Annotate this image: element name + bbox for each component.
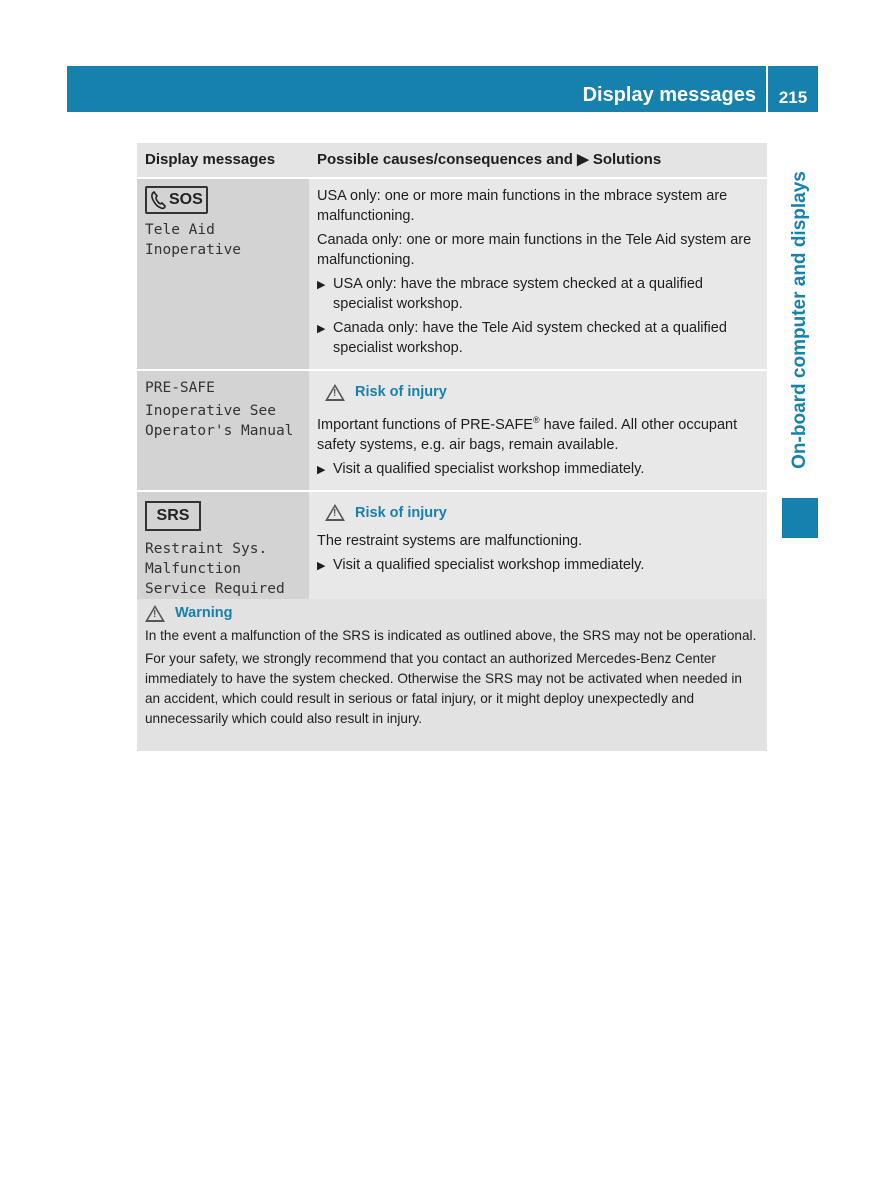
solution-step-text: Visit a qualified specialist workshop immediately. (333, 460, 645, 477)
header-bar (67, 66, 766, 112)
solution-step-text: Visit a qualified specialist workshop immediately. (333, 556, 645, 573)
message-line: Inoperative See (145, 403, 276, 419)
table-row (137, 491, 767, 606)
risk-of-injury-heading (325, 503, 759, 523)
message-line: PRE-SAFE (145, 380, 215, 396)
warning-triangle-icon (325, 504, 345, 521)
solution-step-text: Canada only: have the Tele Aid system checked at a qualified specialist workshop. (333, 320, 727, 356)
step-arrow-icon: ▶ (317, 323, 326, 335)
message-cell (137, 178, 309, 370)
risk-of-injury-heading (325, 382, 759, 402)
srs-icon: SRS (145, 501, 201, 531)
display-messages-table (137, 143, 767, 606)
solution-step (317, 459, 759, 479)
warning-triangle-icon (145, 605, 165, 622)
step-arrow-icon: ▶ (317, 463, 326, 476)
warning-label: Warning (175, 605, 233, 621)
warning-triangle-icon (325, 384, 345, 401)
sos-icon-text: SOS (169, 191, 203, 208)
solution-step-text: USA only: have the mbrace system checked at a qualified specialist workshop. (333, 276, 703, 312)
cause-paragraph: Canada only: one or more main functions in the Tele Aid system are malfunctioning. (317, 232, 752, 268)
message-cell (137, 491, 309, 606)
warning-box (137, 599, 767, 751)
page-title: Display messages (582, 84, 756, 106)
registered-mark: ® (532, 415, 540, 425)
step-arrow-icon: ▶ (317, 559, 326, 572)
page-number-box (768, 66, 818, 112)
table-row (137, 370, 767, 491)
solution-step (317, 274, 759, 314)
risk-label: Risk of injury (355, 504, 447, 521)
cause-paragraph: USA only: one or more main functions in the mbrace system are malfunctioning. (317, 188, 728, 224)
cause-paragraph (317, 410, 759, 455)
risk-label: Risk of injury (355, 384, 447, 400)
message-cell (137, 370, 309, 491)
side-tab-marker (782, 498, 818, 538)
solution-step (317, 318, 759, 358)
message-line: Restraint Sys. (145, 540, 268, 557)
column-header-causes (309, 143, 767, 178)
warning-paragraph: In the event a malfunction of the SRS is indicated as outlined above, the SRS may not be operational. (145, 628, 757, 643)
step-arrow-icon: ▶ (317, 279, 326, 291)
message-line: Tele Aid (145, 222, 215, 238)
warning-paragraph: For your safety, we strongly recommend that you contact an authorized Mercedes-Benz Center immediately to have the system checked. Otherwise the SRS may not be activated when needed in an accident, which could result in serious or fatal injury, or it might deploy unexpectedly and unnecessarily which could also result in injury. (145, 651, 742, 726)
cause-text: have failed. All other occupant safety systems, e.g. air bags, remain available. (317, 416, 738, 453)
cause-paragraph: The restraint systems are malfunctioning. (317, 532, 583, 549)
causes-cell (309, 370, 767, 491)
message-line: Operator's Manual (145, 423, 294, 439)
phone-icon (150, 190, 168, 210)
causes-cell (309, 491, 767, 606)
tele-aid-sos-icon (145, 186, 208, 214)
table-header-row (137, 143, 767, 178)
message-line: Inoperative (145, 242, 242, 258)
column-header-solutions-text: Solutions (592, 151, 662, 168)
column-header-display-messages: Display messages (137, 143, 309, 178)
side-tab-label: On-board computer and displays (789, 171, 810, 469)
message-line: Service Required (145, 580, 285, 597)
table-row (137, 178, 767, 370)
solutions-arrow-icon: ▶ (577, 151, 589, 168)
solution-step (317, 555, 759, 575)
causes-cell (309, 178, 767, 370)
message-line: Malfunction (145, 560, 242, 577)
cause-text: Important functions of PRE-SAFE (317, 416, 533, 433)
column-header-causes-text: Possible causes/consequences and (317, 151, 573, 168)
page-number: 215 (778, 88, 808, 107)
warning-heading (145, 603, 759, 623)
